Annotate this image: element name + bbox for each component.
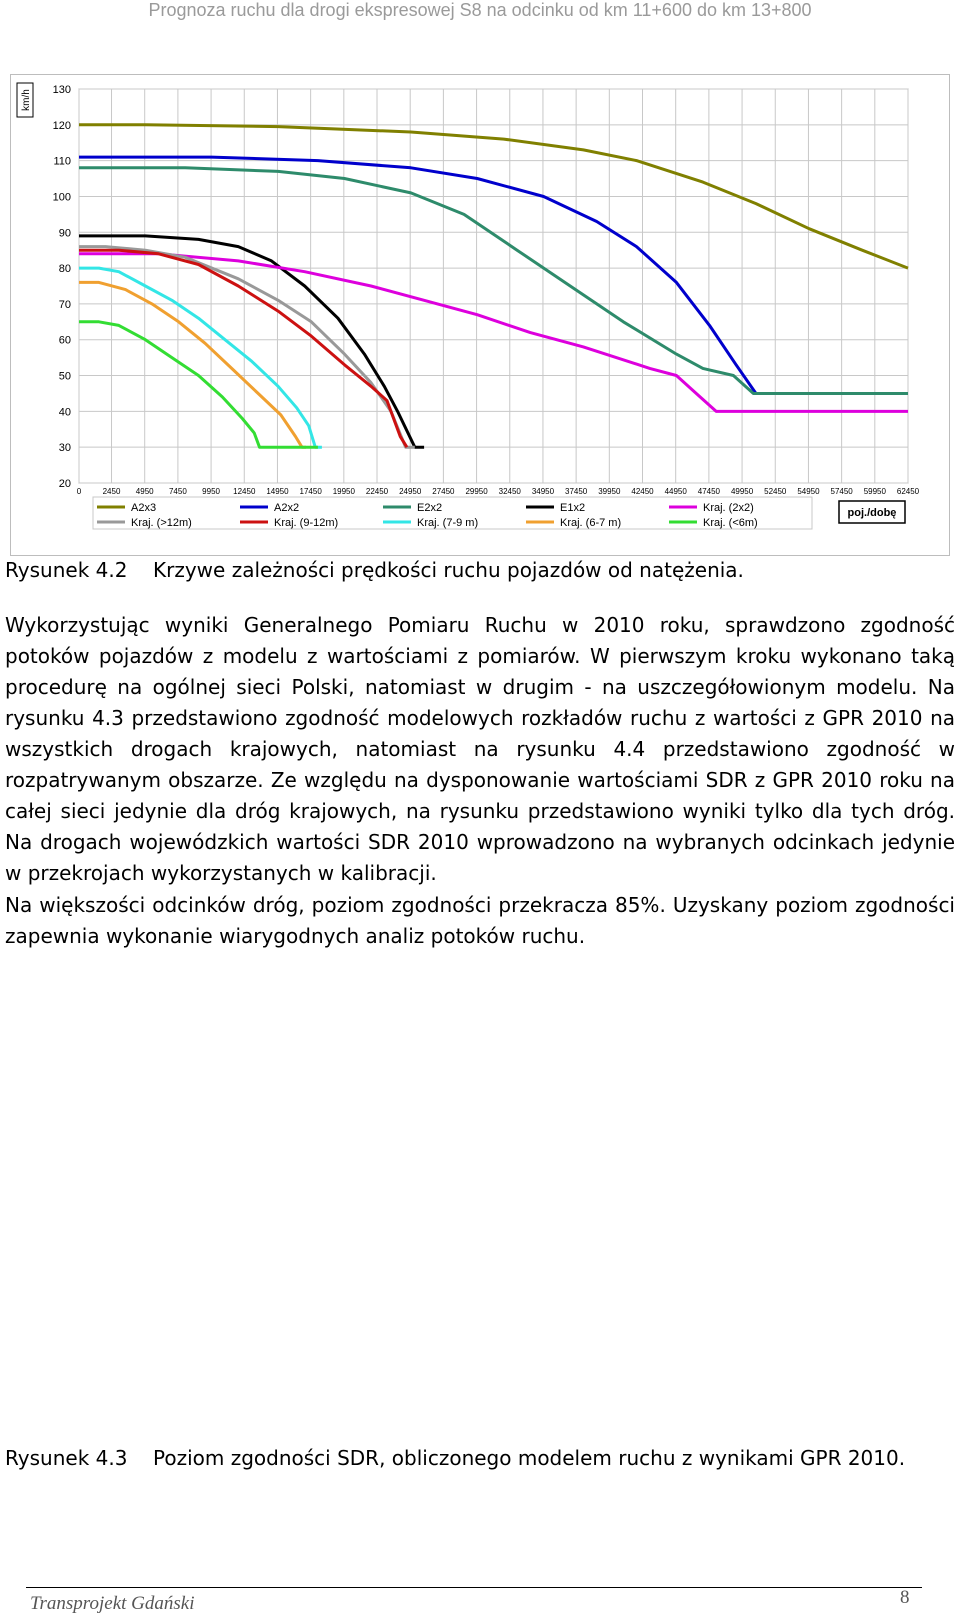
legend-label: Kraj. (9-12m): [274, 517, 339, 529]
y-tick-label: 90: [58, 227, 71, 240]
legend-label: E2x2: [417, 502, 443, 514]
x-tick-label: 7450: [168, 487, 187, 496]
x-unit-label: poj./dobę: [847, 507, 897, 519]
y-tick-label: 120: [52, 119, 71, 132]
x-tick-label: 29950: [465, 487, 488, 496]
x-tick-label: 44950: [664, 487, 687, 496]
x-tick-label: 27450: [432, 487, 455, 496]
x-tick-label: 49950: [730, 487, 754, 496]
x-tick-label: 0: [76, 487, 82, 496]
x-tick-label: 12450: [233, 487, 256, 496]
figure-4-3-text: Poziom zgodności SDR, obliczonego modelem ruchu z wynikami GPR 2010.: [153, 1446, 906, 1470]
x-tick-label: 62450: [896, 487, 920, 496]
x-tick-label: 2450: [102, 487, 121, 496]
x-tick-label: 37450: [565, 487, 588, 496]
x-tick-label: 34950: [531, 487, 555, 496]
x-tick-label: 24950: [399, 487, 422, 496]
footer-company: Transprojekt Gdański: [30, 1593, 195, 1614]
figure-4-2-text: Krzywe zależności prędkości ruchu pojazdów od natężenia.: [153, 558, 744, 582]
speed-flow-chart: [10, 74, 950, 556]
chart-canvas: [11, 75, 949, 555]
legend-label: A2x2: [274, 502, 300, 514]
figure-4-2-caption: [5, 558, 744, 582]
legend-label: Kraj. (2x2): [703, 502, 754, 514]
y-tick-label: 110: [53, 155, 71, 168]
y-tick-label: 60: [58, 334, 71, 347]
legend-label: Kraj. (<6m): [703, 517, 758, 529]
y-tick-label: 80: [58, 263, 71, 276]
legend-label: E1x2: [560, 502, 586, 514]
x-tick-label: 17450: [299, 487, 322, 496]
paragraph-gpr-comparison: Wykorzystując wyniki Generalnego Pomiaru Ruchu w 2010 roku, sprawdzono zgodność potoków pojazdów z modelu z wartościami z pomiarów. W pierwszym kroku wykonano taką procedurę na ogólnej sieci Polski, natomiast w drugim - na uszczegółowionym modelu. Na rysunku 4.3 przedstawiono zgodność modelowych rozkładów ruchu z wartości z GPR 2010 na wszystkich drogach krajowych, natomiast na rysunku 4.4 przedstawiono zgodność w rozpatrywanym obszarze. Ze względu na dysponowanie wartościami SDR z GPR 2010 roku na całej sieci jedynie dla dróg krajowych, na rysunku przedstawiono wyniki tylko dla tych dróg. Na drogach wojewódzkich wartości SDR 2010 wprowadzono na wybranych odcinkach jedynie w przekrojach wykorzystanych w kalibracji.: [5, 613, 955, 885]
x-tick-label: 52450: [764, 487, 787, 496]
paragraph-accuracy: Na większości odcinków dróg, poziom zgodności przekracza 85%. Uzyskany poziom zgodności zapewnia wykonanie wiarygodnych analiz potoków ruchu.: [5, 893, 955, 948]
x-tick-label: 22450: [365, 487, 389, 496]
x-tick-label: 4950: [135, 487, 154, 496]
x-tick-label: 47450: [697, 487, 721, 496]
x-tick-label: 39950: [598, 487, 621, 496]
x-tick-label: 14950: [266, 487, 289, 496]
y-unit-label: km/h: [21, 89, 32, 111]
running-header: Prognoza ruchu dla drogi ekspresowej S8 na odcinku od km 11+600 do km 13+800: [148, 0, 812, 20]
y-tick-label: 40: [58, 406, 71, 419]
x-tick-label: 42450: [631, 487, 654, 496]
y-tick-label: 50: [58, 370, 71, 383]
x-tick-label: 32450: [498, 487, 521, 496]
figure-4-3-caption: [5, 1446, 905, 1470]
x-tick-label: 59950: [863, 487, 886, 496]
footer-rule: [26, 1587, 922, 1588]
y-tick-label: 70: [58, 298, 71, 311]
legend-label: Kraj. (6-7 m): [560, 517, 622, 529]
legend-label: A2x3: [131, 502, 157, 514]
x-tick-label: 57450: [830, 487, 853, 496]
x-tick-label: 19950: [332, 487, 355, 496]
y-tick-label: 20: [58, 478, 71, 490]
figure-4-3-number: Rysunek 4.3: [5, 1446, 128, 1470]
page-number: 8: [900, 1587, 910, 1608]
figure-4-2-number: Rysunek 4.2: [5, 558, 128, 582]
y-tick-label: 130: [52, 84, 71, 96]
x-tick-label: 9950: [202, 487, 220, 496]
x-tick-label: 54950: [797, 487, 820, 496]
legend-label: Kraj. (7-9 m): [417, 517, 479, 529]
legend-label: Kraj. (>12m): [131, 517, 192, 529]
y-tick-label: 100: [52, 191, 71, 204]
y-tick-label: 30: [58, 442, 71, 455]
plot-area: [79, 89, 908, 483]
